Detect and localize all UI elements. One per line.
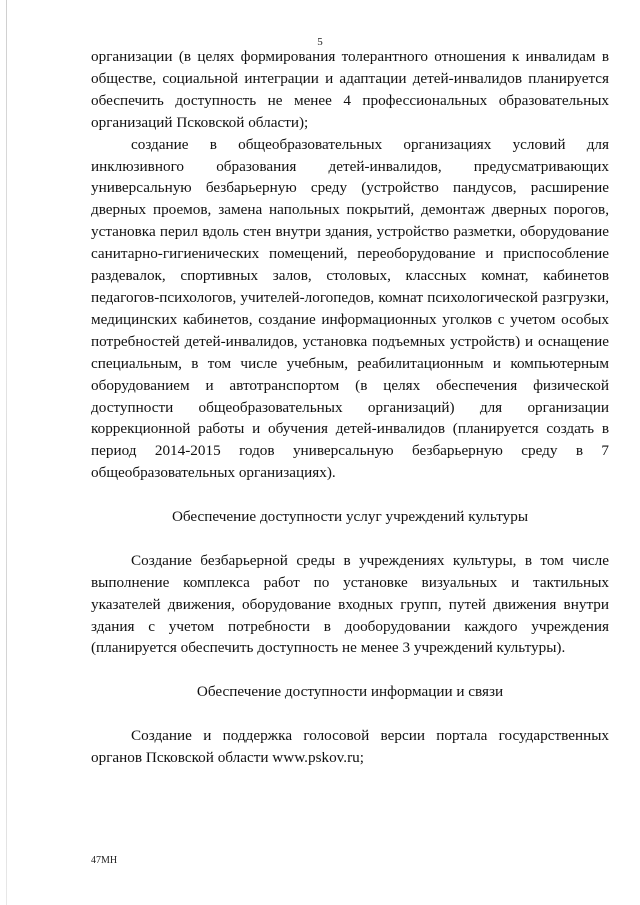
paragraph-inclusive-education: создание в общеобразовательных организациях условий для инклюзивного образования детей-инвалидов, предусматривающих универсальную безбарьерную среду (устройство пандусов, расширение дверных проемов, замена напольных покрытий, демонтаж дверных порогов, установка перил вдоль стен внутри здания, устройство разметки, оборудование санитарно-гигиенических помещений, переоборудование и приспособление раздевалок, спортивных залов, столовых, классных комнат, кабинетов педагогов-психологов, учителей-логопедов, комнат психологической разгрузки, медицинских кабинетов, создание информационных уголков с учетом особых потребностей детей-инвалидов, установка подъемных устройств) и оснащение специальным, в том числе учебным, реабилитационным и компьютерным оборудованием и автотранспортом (в целях обеспечения физической доступности общеобразовательных организаций) для организации коррекционной работы и обучения детей-инвалидов (планируется создать в период 2014-2015 годов универсальную безбарьерную среду в 7 общеобразовательных организациях).	[91, 135, 609, 482]
paragraph-information: Создание и поддержка голосовой версии портала государственных органов Псковской области www.pskov.ru;	[91, 727, 609, 766]
footer-code: 47МН	[91, 855, 118, 866]
section-heading-culture: Обеспечение доступности услуг учреждений культуры	[171, 508, 529, 526]
paragraph-continuation: организации (в целях формирования толерантного отношения к инвалидам в обществе, социальной интеграции и адаптации детей-инвалидов планируется обеспечить доступность не менее 4 профессиональных образовательных организаций Псковской области);	[91, 48, 609, 131]
section-heading-information: Обеспечение доступности информации и связи	[196, 683, 504, 701]
page-number: 5	[317, 36, 323, 48]
scan-edge-line	[6, 0, 7, 905]
document-body	[91, 46, 609, 769]
paragraph-culture: Создание безбарьерной среды в учреждениях культуры, в том числе выполнение комплекса работ по установке визуальных и тактильных указателей движения, оборудование входных групп, путей движения внутри здания с учетом потребности в дооборудовании каждого учреждения (планируется обеспечить доступность не менее 3 учреждений культуры).	[91, 551, 609, 657]
